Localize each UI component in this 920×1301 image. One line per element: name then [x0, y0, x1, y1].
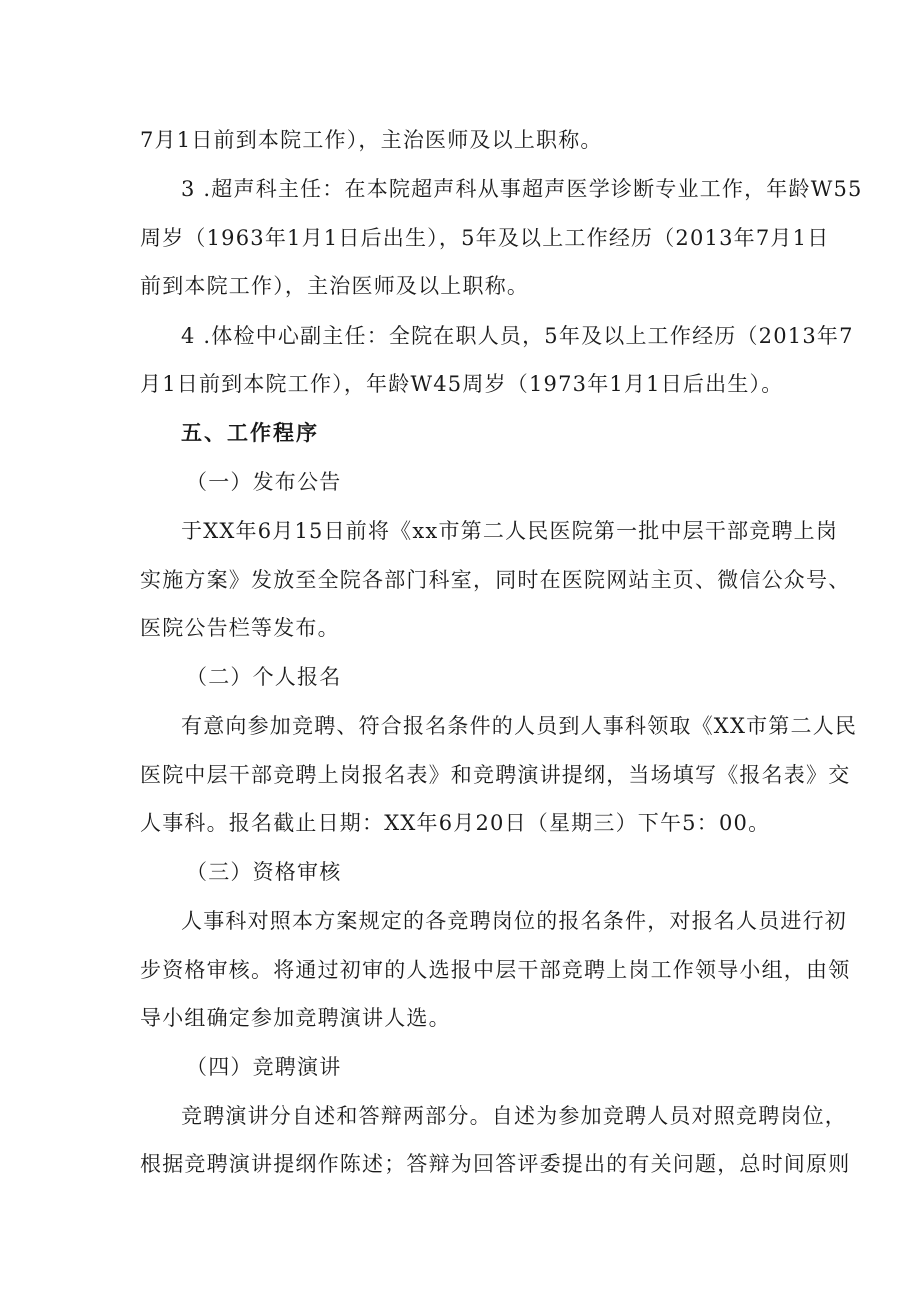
text-line: 医院中层干部竞聘上岗报名表》和竞聘演讲提纲，当场填写《报名表》交 — [140, 763, 851, 787]
text-line: 人事科。报名截止日期：XX年6月20日（星期三）下午5：00。 — [140, 811, 771, 835]
subsection-heading: （四）竞聘演讲 — [186, 1055, 342, 1079]
text-line: 7月1日前到本院工作），主治医师及以上职称。 — [140, 128, 603, 152]
text-line: 实施方案》发放至全院各部门科室，同时在医院网站主页、微信公众号、 — [140, 568, 851, 592]
subsection-heading: （二）个人报名 — [186, 665, 342, 689]
text-line: 人事科对照本方案规定的各竞聘岗位的报名条件，对报名人员进行初 — [181, 909, 847, 933]
text-line: 月1日前到本院工作），年龄W45周岁（1973年1月1日后出生）。 — [140, 372, 784, 396]
text-line: 医院公告栏等发布。 — [140, 616, 340, 640]
text-line: 周岁（1963年1月1日后出生），5年及以上工作经历（2013年7月1日 — [140, 226, 830, 250]
text-line: 于XX年6月15日前将《xx市第二人民医院第一批中层干部竞聘上岗 — [181, 519, 839, 543]
text-line: 前到本院工作），主治医师及以上职称。 — [140, 274, 530, 298]
text-line: 根据竞聘演讲提纲作陈述；答辩为回答评委提出的有关问题，总时间原则 — [140, 1152, 851, 1176]
subsection-heading: （三）资格审核 — [186, 860, 342, 884]
text-line: 3 .超声科主任：在本院超声科从事超声医学诊断专业工作，年龄W55 — [181, 177, 863, 201]
subsection-heading: （一）发布公告 — [186, 470, 342, 494]
text-line: 4 .体检中心副主任：全院在职人员，5年及以上工作经历（2013年7 — [181, 324, 854, 348]
text-line: 竞聘演讲分自述和答辩两部分。自述为参加竞聘人员对照竞聘岗位， — [181, 1104, 847, 1128]
text-line: 步资格审核。将通过初审的人选报中层干部竞聘上岗工作领导小组，由领 — [140, 958, 851, 982]
text-line: 有意向参加竞聘、符合报名条件的人员到人事科领取《XX市第二人民 — [181, 714, 858, 738]
text-line: 导小组确定参加竞聘演讲人选。 — [140, 1006, 451, 1030]
section-heading: 五、工作程序 — [181, 421, 319, 445]
